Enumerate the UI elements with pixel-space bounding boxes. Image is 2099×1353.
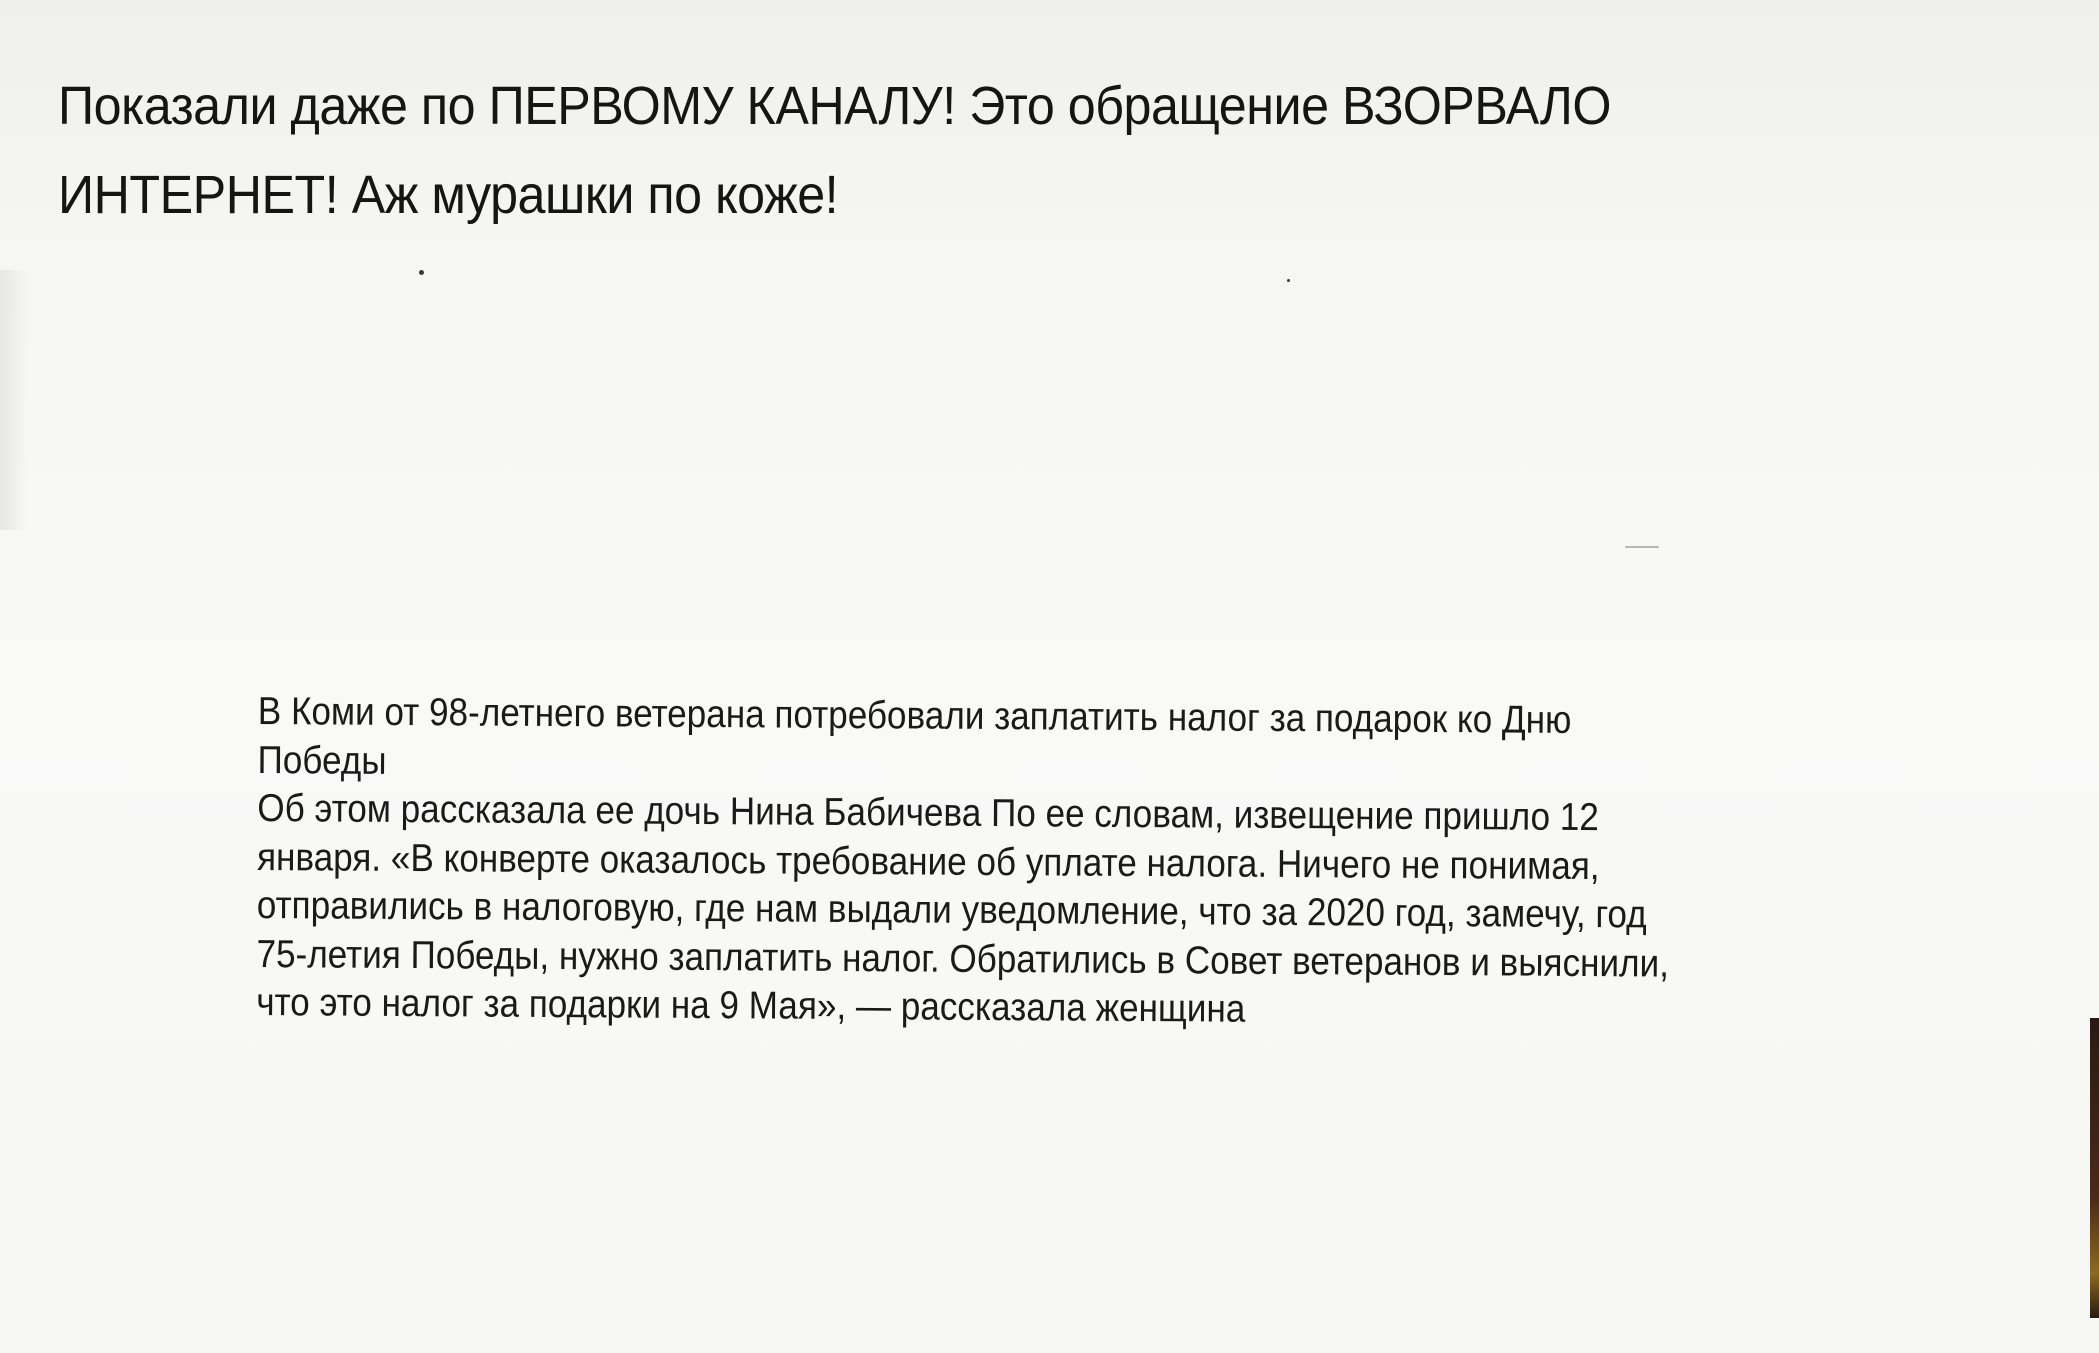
print-speck: [1287, 279, 1290, 282]
article-body-line: Об этом рассказала ее дочь Нина Бабичева По ее словам, извещение пришло 12: [257, 786, 1600, 840]
adjacent-photo-edge: [2090, 1018, 2099, 1318]
article-body-line: января. «В конверте оказалось требование об уплате налога. Ничего не понимая,: [256, 835, 1600, 888]
article-body-line: 75-летия Победы, нужно заплатить налог. Обратились в Совет ветеранов и выяснили,: [256, 932, 1670, 986]
paper-shadow: [0, 270, 28, 530]
print-speck: [419, 270, 424, 275]
article-title: [257, 688, 1878, 796]
headline-line: Показали даже по ПЕРВОМУ КАНАЛУ! Это обращение ВЗОРВАЛО: [58, 76, 1611, 136]
article-body: [256, 785, 1877, 1038]
news-article: [256, 688, 1878, 1038]
article-title-line: В Коми от 98-летнего ветерана потребовали заплатить налог за подарок ко Дню: [257, 689, 1572, 742]
article-body-line: отправились в налоговую, где нам выдали уведомление, что за 2020 год, замечу, год: [256, 883, 1647, 937]
article-title-line: Победы: [257, 738, 387, 783]
print-speck: [1625, 546, 1659, 548]
headline-line: ИНТЕРНЕТ! Аж мурашки по коже!: [58, 165, 839, 225]
headline: [58, 62, 1825, 240]
article-body-line: что это налог за подарки на 9 Мая», — рассказала женщина: [256, 980, 1246, 1031]
